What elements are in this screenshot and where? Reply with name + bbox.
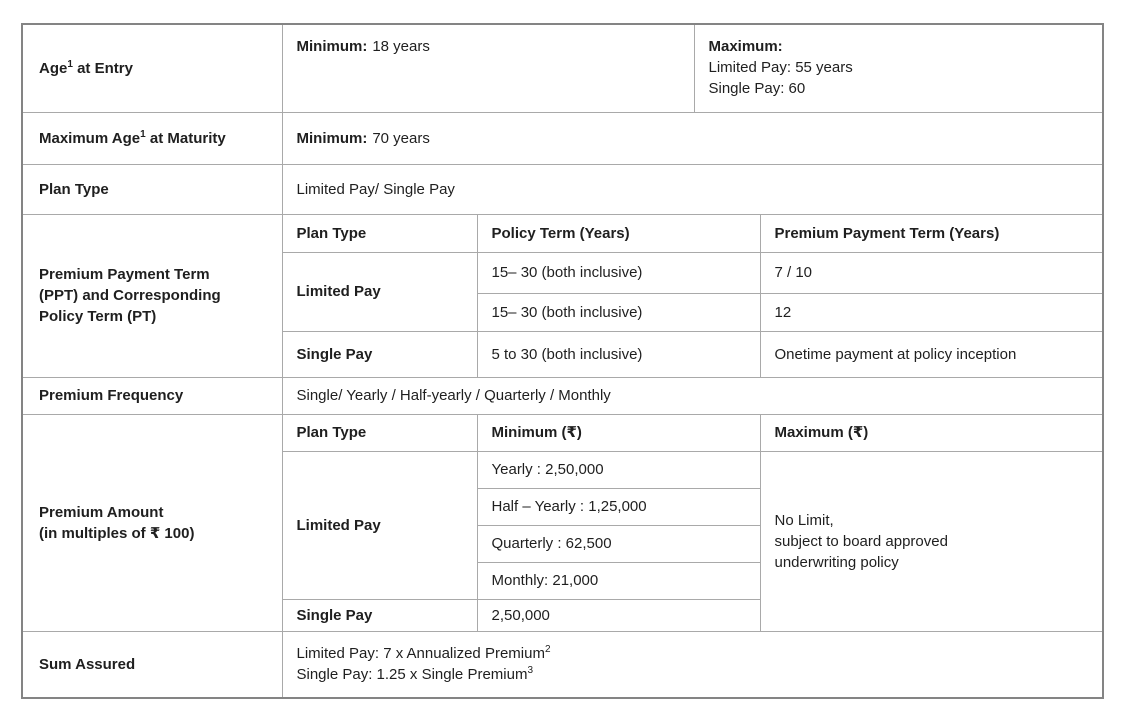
row-age-entry [23,25,1102,112]
ppt-label-line1: Premium Payment Term [39,266,210,283]
ppt-limited-payment-term-1: 7 / 10 [760,252,1102,293]
age-maturity-min-label: Minimum: [296,129,368,147]
premium-amount-label [23,414,282,631]
ppt-label-line2: (PPT) and Corresponding [39,287,221,304]
sum-assured-footnote-3: 3 [527,665,534,677]
premium-frequency-label: Premium Frequency [23,377,282,414]
ppt-single-policy-term: 5 to 30 (both inclusive) [477,331,760,377]
premium-amount-maximum-cell [760,451,1102,631]
sum-assured-single-text: Single Pay: 1.25 x Single Premium [296,666,528,684]
row-sum-assured [23,631,1102,697]
age-entry-min-value: 18 years [372,38,430,55]
premium-amount-quarterly-value: Quarterly : 62,500 [477,525,760,562]
premium-amount-header-maximum: Maximum (₹) [760,414,1102,451]
age-maturity-label-tail: at Maturity [149,129,226,147]
plan-type-value: Limited Pay/ Single Pay [282,164,1102,214]
ppt-limited-policy-term-1: 15– 30 (both inclusive) [477,252,760,293]
age-entry-label-text: Age [39,59,68,77]
sum-assured-limited-line [297,643,1089,664]
age-entry-max-limited: Limited Pay: 55 years [708,59,853,76]
sum-assured-value-cell [282,631,1102,697]
premium-amount-label-line1: Premium Amount [39,503,164,521]
sum-assured-footnote-2: 2 [544,644,551,656]
ppt-label [23,214,282,377]
age-entry-max-label: Maximum: [708,38,783,55]
age-maturity-min-value: 70 years [372,129,430,147]
premium-amount-header-minimum: Minimum (₹) [477,414,760,451]
row-premium-frequency [23,377,1102,414]
row-age-maturity [23,112,1102,164]
premium-amount-max-line2: subject to board approved [774,532,948,550]
ppt-single-pay-label: Single Pay [282,331,477,377]
premium-amount-header-plan-type: Plan Type [282,414,477,451]
age-entry-footnote-sup: 1 [67,58,73,70]
premium-amount-half-yearly-value: Half – Yearly : 1,25,000 [477,488,760,525]
plan-type-label: Plan Type [23,164,282,214]
age-entry-max-single: Single Pay: 60 [708,80,806,97]
sum-assured-limited-text: Limited Pay: 7 x Annualized Premium [296,645,545,663]
ppt-limited-policy-term-2: 15– 30 (both inclusive) [477,293,760,331]
age-maturity-label-text: Maximum Age [39,129,141,147]
premium-amount-monthly-value: Monthly: 21,000 [477,562,760,599]
premium-amount-yearly-value: Yearly : 2,50,000 [477,451,760,488]
premium-amount-single-pay-label: Single Pay [282,599,477,631]
age-entry-label-tail: at Entry [77,59,133,77]
eligibility-table [23,25,1102,697]
ppt-single-payment-term: Onetime payment at policy inception [760,331,1102,377]
ppt-limited-pay-label: Limited Pay [282,252,477,331]
age-entry-minimum-cell [282,25,694,112]
premium-amount-limited-pay-label: Limited Pay [282,451,477,599]
age-maturity-footnote-sup: 1 [140,128,146,140]
row-premium-amount-header [23,414,1102,451]
sum-assured-label: Sum Assured [23,631,282,697]
age-entry-label [23,25,282,112]
ppt-label-line3: Policy Term (PT) [39,308,157,325]
ppt-header-plan-type: Plan Type [282,214,477,252]
ppt-header-policy-term: Policy Term (Years) [477,214,760,252]
age-maturity-value-cell [282,112,1102,164]
policy-boundary-table [21,23,1104,699]
premium-amount-max-line1: No Limit, [774,511,834,529]
premium-amount-max-line3: underwriting policy [774,553,899,571]
age-maturity-label [23,112,282,164]
age-entry-maximum-cell [694,25,1102,112]
sum-assured-single-line [297,664,1089,685]
ppt-header-payment-term: Premium Payment Term (Years) [760,214,1102,252]
row-ppt-header [23,214,1102,252]
age-entry-min-label: Minimum: [296,38,368,55]
ppt-limited-payment-term-2: 12 [760,293,1102,331]
row-plan-type [23,164,1102,214]
premium-amount-single-value: 2,50,000 [477,599,760,631]
premium-frequency-value: Single/ Yearly / Half-yearly / Quarterly / Monthly [282,377,1102,414]
premium-amount-label-line2: (in multiples of ₹ 100) [39,524,195,542]
